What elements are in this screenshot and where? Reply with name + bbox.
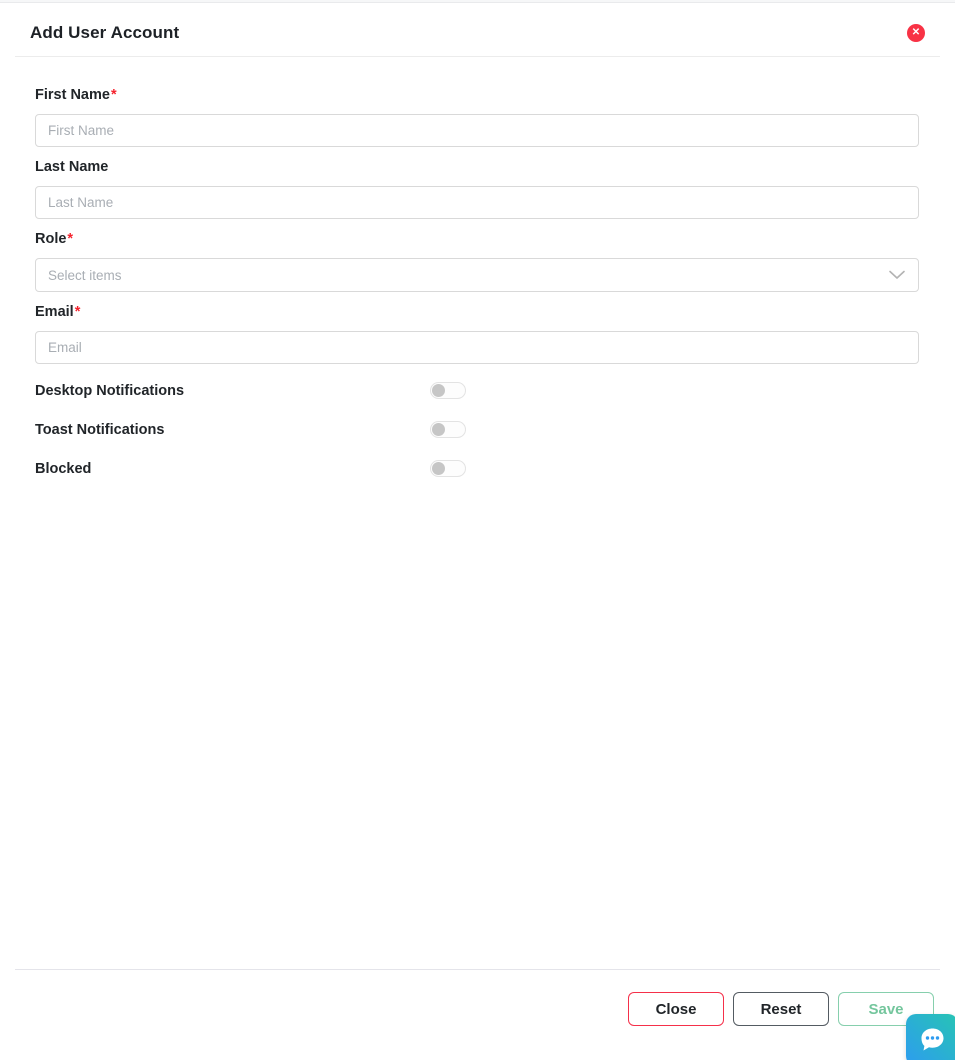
- email-field[interactable]: [35, 331, 919, 364]
- toggle-knob: [432, 384, 445, 397]
- last-name-input[interactable]: [35, 186, 919, 219]
- first-name-label-text: First Name: [35, 87, 110, 103]
- add-user-modal: [0, 3, 955, 1018]
- toggle-row-desktop-notifications: [35, 382, 466, 399]
- blocked-label: Blocked: [35, 460, 92, 477]
- toast-notifications-toggle[interactable]: [430, 421, 466, 438]
- desktop-notifications-label: Desktop Notifications: [35, 382, 185, 399]
- page-title: Add User Account: [30, 23, 180, 42]
- close-icon[interactable]: ✕: [907, 24, 925, 42]
- required-asterisk: *: [67, 231, 74, 247]
- field-role: [35, 231, 919, 292]
- role-select[interactable]: [35, 258, 919, 292]
- toggle-row-blocked: [35, 460, 466, 477]
- toggle-knob: [432, 462, 445, 475]
- field-email: [35, 304, 919, 364]
- role-label-text: Role: [35, 231, 67, 247]
- desktop-notifications-toggle[interactable]: [430, 382, 466, 399]
- reset-button[interactable]: Reset: [733, 992, 829, 1026]
- blocked-toggle[interactable]: [430, 460, 466, 477]
- modal-footer: [15, 969, 940, 1026]
- role-select-placeholder: Select items: [48, 267, 122, 283]
- modal-header: [15, 3, 940, 57]
- email-label-text: Email: [35, 304, 74, 320]
- first-name-input[interactable]: [35, 114, 919, 147]
- field-first-name: [35, 87, 919, 147]
- field-last-name: [35, 159, 919, 219]
- chat-launcher-button[interactable]: [906, 1014, 955, 1060]
- chevron-down-icon: [888, 269, 906, 281]
- save-button[interactable]: Save: [838, 992, 934, 1026]
- email-label: [35, 304, 919, 320]
- form-body: [0, 57, 955, 477]
- close-button[interactable]: Close: [628, 992, 724, 1026]
- role-label: [35, 231, 919, 247]
- required-asterisk: *: [74, 304, 81, 320]
- last-name-label: [35, 159, 919, 175]
- chat-bubble-icon: [916, 1024, 948, 1056]
- last-name-label-text: Last Name: [35, 159, 109, 175]
- first-name-label: [35, 87, 919, 103]
- toast-notifications-label: Toast Notifications: [35, 421, 165, 438]
- toggle-section: [35, 382, 919, 477]
- toggle-knob: [432, 423, 445, 436]
- required-asterisk: *: [110, 87, 117, 103]
- toggle-row-toast-notifications: [35, 421, 466, 438]
